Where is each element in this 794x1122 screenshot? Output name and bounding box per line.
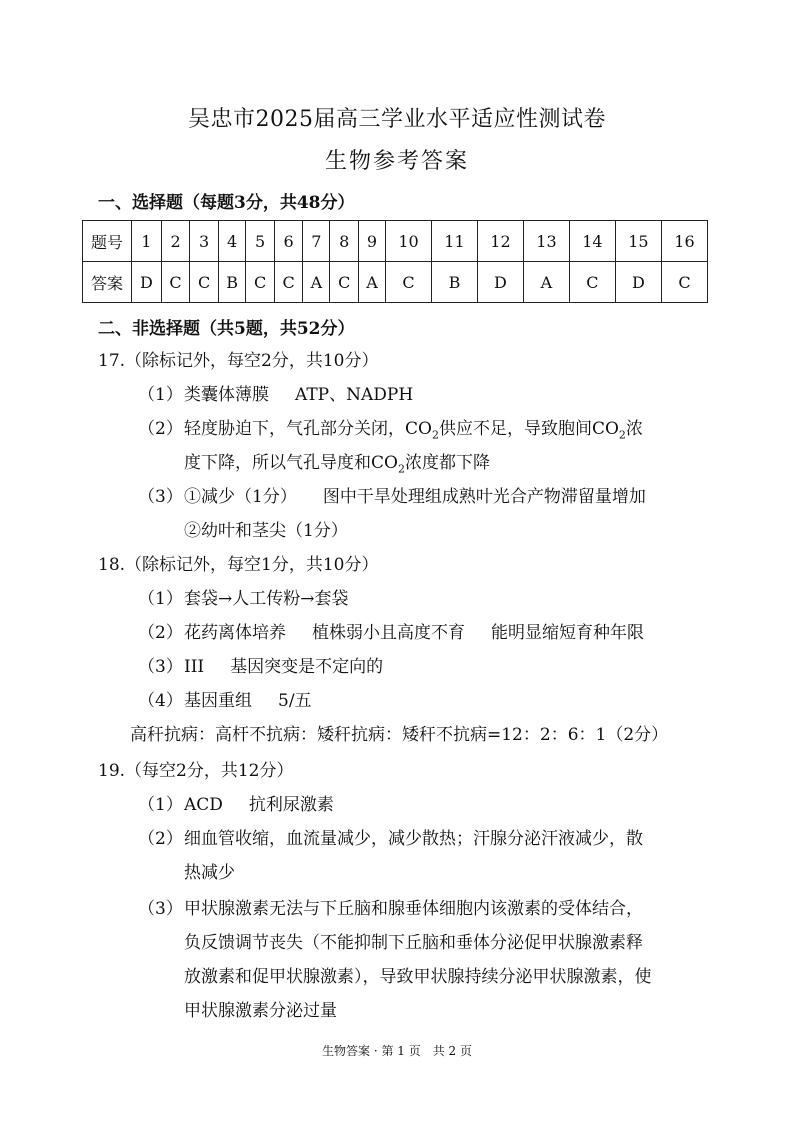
subscript: 2 [397,462,405,476]
page-footer: 生物答案 · 第 1 页 共 2 页 [322,1044,472,1058]
part-number: （2） [138,829,183,849]
document-title: 吴忠市2025届高三学业水平适应性测试卷 [188,107,606,132]
q19-part3-line2: 负反馈调节丧失（不能抑制下丘脑和垂体分泌促甲状腺激素释 [184,933,643,953]
answer-text: 基因突变是不定向的 [230,657,384,677]
table-row-answers [83,262,708,303]
answer-text: 浓 [625,419,643,439]
question-number-cell: 5 [246,221,275,262]
question-number-cell: 1 [132,221,162,262]
q19-part2-line2: 热减少 [184,863,235,883]
question-number-cell: 14 [569,221,615,262]
part-number: （3） [138,657,183,677]
q17-part2-line1 [138,414,643,441]
answer-cell: B [431,262,477,303]
answer-cell: D [132,262,162,303]
answer-text: III [184,657,205,677]
q19-part3-line3: 放激素和促甲状腺激素），导致甲状腺持续分泌甲状腺激素，使 [184,967,652,987]
part-number: （1） [138,795,183,815]
section-heading-choice: 一、选择题（每题3分，共48分） [98,193,355,213]
q17-part3-line2: ②幼叶和茎尖（1分） [184,521,348,541]
table-row-numbers [83,221,708,262]
question-number-cell: 16 [661,221,707,262]
question-number-cell: 11 [431,221,477,262]
section-heading-nonchoice: 二、非选择题（共5题，共52分） [98,319,355,339]
q19-part3-line1 [138,894,643,919]
q19-part2-line1 [138,824,643,849]
answer-cell: A [523,262,569,303]
answer-cell: C [246,262,275,303]
answer-text: ATP、NADPH [295,385,414,405]
answer-text: 细血管收缩，血流量减少，减少散热；汗腺分泌汗液减少，散 [184,829,643,849]
answer-text: ①减少（1分） [184,487,297,507]
answer-text: 轻度胁迫下，气孔部分关闭，CO [184,419,432,439]
answer-text: 基因重组 [184,691,252,711]
part-number: （3） [138,899,183,919]
subscript: 2 [618,428,626,442]
q17-part3-line1 [138,482,646,507]
answer-text: 植株弱小且高度不育 [312,623,465,643]
q17-heading: 17.（除标记外，每空2分，共10分） [98,351,379,371]
q18-part1 [138,584,349,609]
answer-table [82,220,708,303]
answer-cell: D [477,262,523,303]
answer-cell: C [569,262,615,303]
question-number-cell: 2 [161,221,190,262]
answer-cell: B [218,262,245,303]
answer-cell: C [161,262,190,303]
question-number-cell: 3 [190,221,219,262]
answer-cell: C [190,262,219,303]
answer-text: 能明显缩短育种年限 [491,623,644,643]
q18-part3 [138,652,383,677]
q18-part4 [138,686,312,711]
q18-part2 [138,618,644,643]
q17-part1 [138,380,413,405]
q19-heading: 19.（每空2分，共12分） [98,761,294,781]
answer-text: 5/五 [278,691,312,711]
q18-heading: 18.（除标记外，每空1分，共10分） [98,555,379,575]
answer-text: 甲状腺激素无法与下丘脑和腺垂体细胞内该激素的受体结合， [184,899,643,919]
answer-text: 花药离体培养 [184,623,286,643]
answer-cell: A [303,262,330,303]
answer-text: 供应不足，导致胞间CO [438,419,619,439]
answer-cell: C [330,262,359,303]
answer-text: 度下降，所以气孔导度和CO [184,453,398,473]
answer-text: ACD [184,795,223,815]
answer-cell: D [615,262,661,303]
part-number: （2） [138,419,183,439]
row-label-answers: 答案 [83,262,132,303]
part-number: （3） [138,487,183,507]
question-number-cell: 8 [330,221,359,262]
question-number-cell: 6 [274,221,303,262]
question-number-cell: 15 [615,221,661,262]
answer-cell: C [274,262,303,303]
part-number: （1） [138,385,183,405]
question-number-cell: 13 [523,221,569,262]
question-number-cell: 10 [386,221,432,262]
answer-text: 浓度都下降 [404,453,490,473]
answer-text: 抗利尿激素 [248,795,334,815]
answer-cell: A [358,262,385,303]
q18-ratio: 高秆抗病：高杆不抗病：矮秆抗病：矮秆不抗病=12：2：6：1（2分） [130,725,669,745]
part-number: （2） [138,623,183,643]
row-label-numbers: 题号 [83,221,132,262]
question-number-cell: 9 [358,221,385,262]
part-number: （1） [138,589,183,609]
question-number-cell: 12 [477,221,523,262]
answer-text: 图中干旱处理组成熟叶光合产物滞留量增加 [322,487,646,507]
question-number-cell: 4 [218,221,245,262]
question-number-cell: 7 [303,221,330,262]
answer-cell: C [661,262,707,303]
answer-cell: C [386,262,432,303]
answer-text: 套袋→人工传粉→套袋 [184,589,349,609]
part-number: （4） [138,691,183,711]
document-subtitle: 生物参考答案 [324,149,469,174]
answer-text: 类囊体薄膜 [184,385,269,405]
q19-part1 [138,790,334,815]
q19-part3-line4: 甲状腺激素分泌过量 [184,1001,337,1021]
q17-part2-line2 [184,448,490,475]
subscript: 2 [431,428,439,442]
